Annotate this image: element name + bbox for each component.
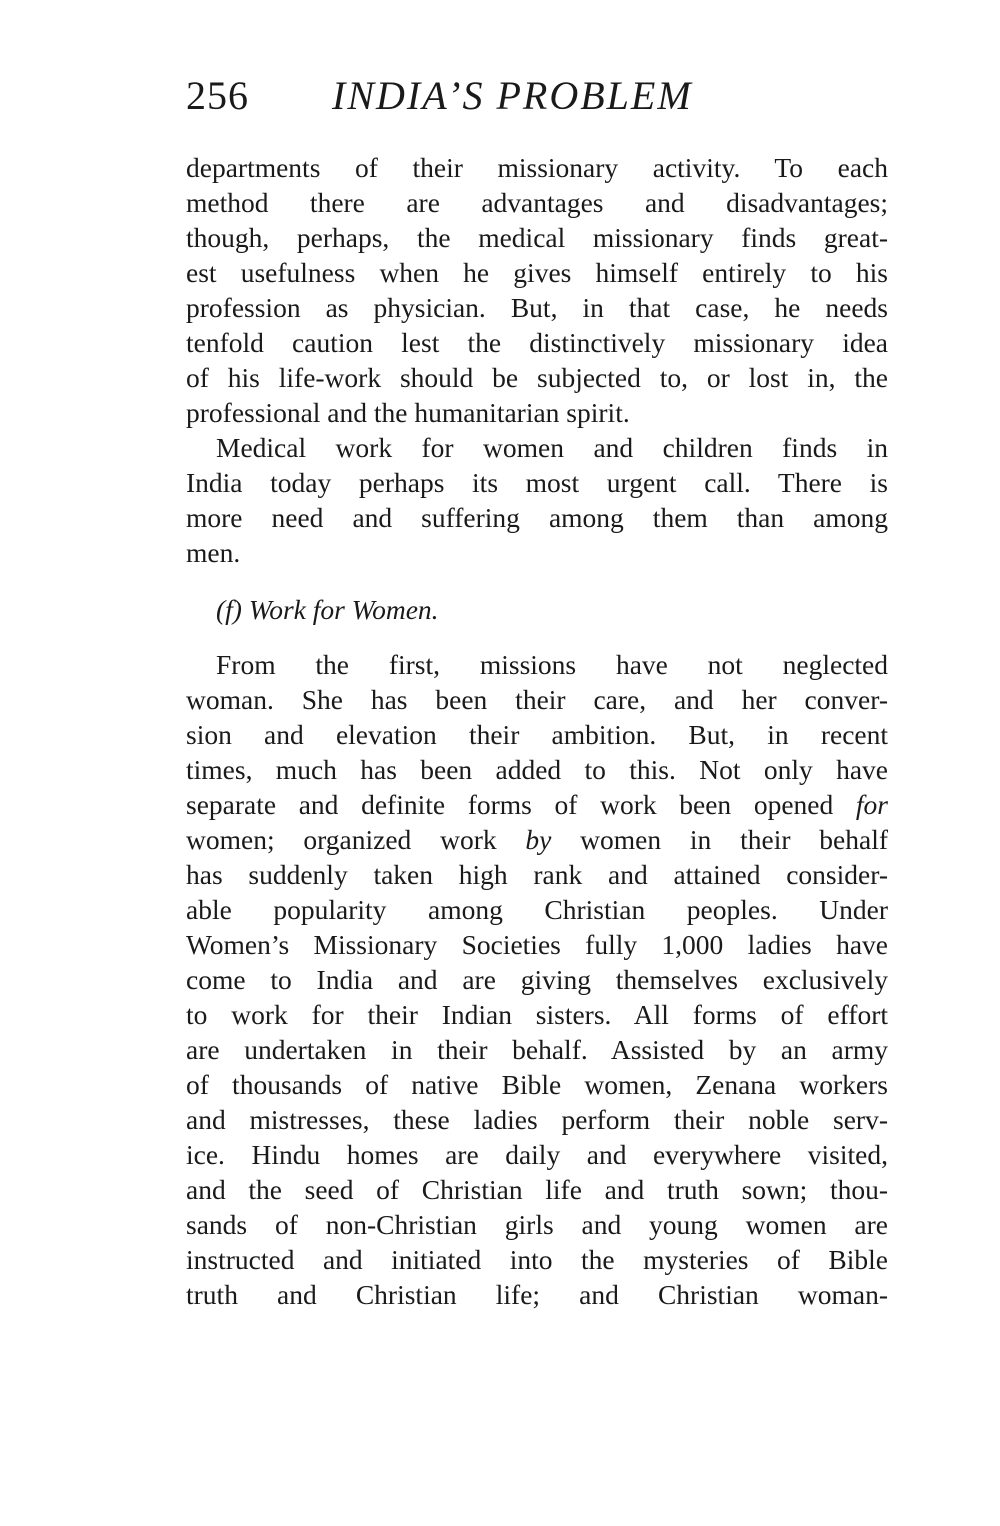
emphasis: by <box>525 824 552 855</box>
text-line: able popularity among Christian peoples. Under <box>186 894 888 925</box>
text-line: departments of their missionary activity. To each <box>186 152 888 183</box>
running-title: INDIA’S PROBLEM <box>332 73 693 118</box>
text-line: instructed and initiated into the mysteries of Bible <box>186 1244 888 1275</box>
text-line: sion and elevation their ambition. But, in recent <box>186 719 888 750</box>
text-line: method there are advantages and disadvantages; <box>186 187 888 218</box>
text-line: times, much has been added to this. Not only have <box>186 754 888 785</box>
text-line: come to India and are giving themselves exclusively <box>186 964 888 995</box>
text-line: of his life-work should be subjected to, or lost in, the <box>186 362 888 393</box>
text-line: profession as physician. But, in that case, he needs <box>186 292 888 323</box>
text-line: of thousands of native Bible women, Zenana workers <box>186 1069 888 1100</box>
text-segment: separate and definite forms of work been opened <box>186 789 856 820</box>
page-body <box>186 150 888 1312</box>
text-line: has suddenly taken high rank and attained consider- <box>186 859 888 890</box>
text-line: and mistresses, these ladies perform their noble serv- <box>186 1104 888 1135</box>
paragraph <box>186 430 888 570</box>
text-line: professional and the humanitarian spirit. <box>186 397 630 428</box>
text-line: though, perhaps, the medical missionary finds great- <box>186 222 888 253</box>
text-line: truth and Christian life; and Christian woman- <box>186 1279 888 1310</box>
text-line: tenfold caution lest the distinctively missionary idea <box>186 327 888 358</box>
text-line: men. <box>186 537 241 568</box>
text-line: India today perhaps its most urgent call. There is <box>186 467 888 498</box>
text-line: Medical work for women and children finds in <box>216 432 888 463</box>
text-line: are undertaken in their behalf. Assisted by an army <box>186 1034 888 1065</box>
text-line <box>186 822 888 857</box>
text-line: sands of non-Christian girls and young women are <box>186 1209 888 1240</box>
text-line: From the first, missions have not neglected <box>216 649 888 680</box>
text-line: more need and suffering among them than among <box>186 502 888 533</box>
text-line: to work for their Indian sisters. All forms of effort <box>186 999 888 1030</box>
page-number: 256 <box>186 73 249 118</box>
text-segment: women in their behalf <box>551 824 888 855</box>
text-line <box>186 787 888 822</box>
text-line: woman. She has been their care, and her conver- <box>186 684 888 715</box>
text-line: Women’s Missionary Societies fully 1,000 ladies have <box>186 929 888 960</box>
page-header <box>186 72 886 122</box>
text-line: est usefulness when he gives himself entirely to his <box>186 257 888 288</box>
section-heading: (f) Work for Women. <box>216 594 439 625</box>
emphasis: for <box>855 789 888 820</box>
paragraph <box>186 647 888 1312</box>
text-segment: women; organized work <box>186 824 526 855</box>
paragraph <box>186 150 888 430</box>
text-line: and the seed of Christian life and truth sown; thou- <box>186 1174 888 1205</box>
text-line: ice. Hindu homes are daily and everywhere visited, <box>186 1139 888 1170</box>
